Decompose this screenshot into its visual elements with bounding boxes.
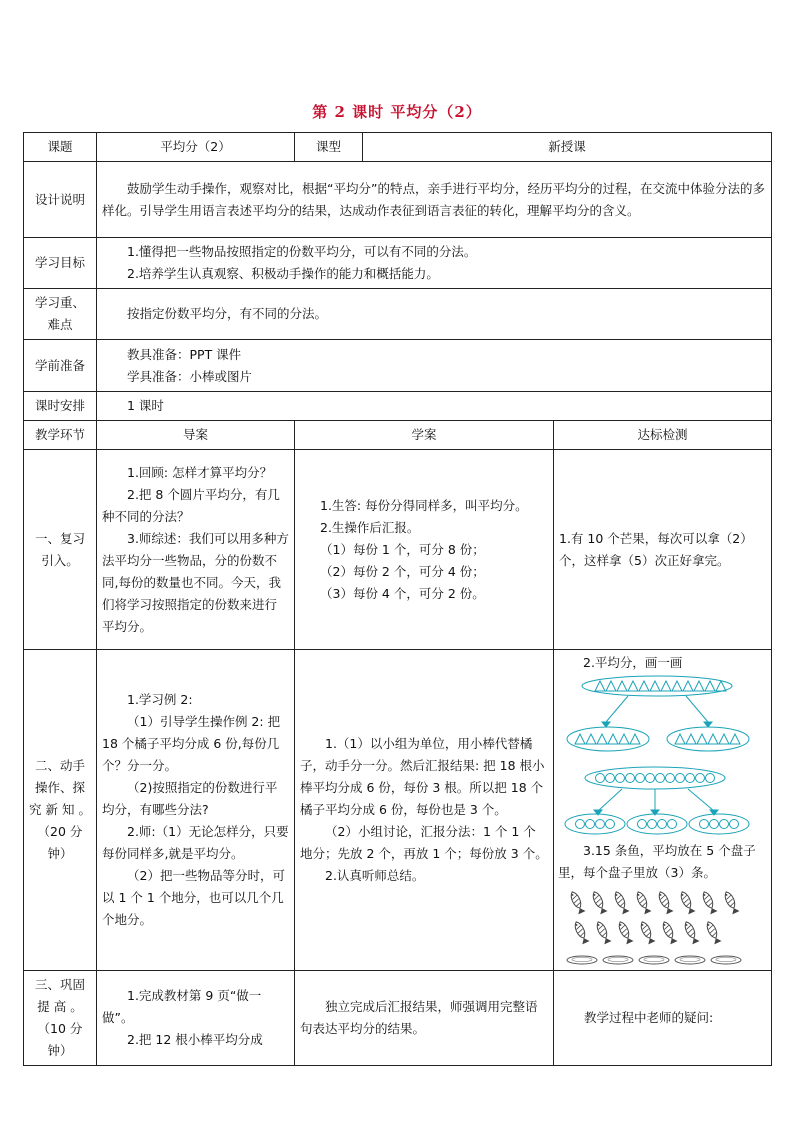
section-3-study (295, 971, 554, 1066)
check-text: 3.15 条鱼，平均放在 5 个盘子里，每个盘子里放（3）条。 (558, 843, 756, 880)
topic-label: 课题 (24, 133, 97, 162)
prep-item: 教具准备：PPT 课件 (127, 346, 242, 362)
study-text: 独立完成后汇报结果，师强调用完整语句表达平均分的结果。 (300, 999, 538, 1036)
section-1-label-line: 引入。 (41, 552, 79, 568)
division-diagram (558, 674, 766, 836)
row-section-3 (24, 971, 772, 1066)
topic-value: 平均分（2） (97, 133, 295, 162)
lesson-type-label: 课型 (295, 133, 363, 162)
guide-line: （1）引导学生操作例 2: 把 18 个橘子平均分成 6 份,每份几个？分一分。 (102, 714, 281, 773)
guide-line: 3.师综述：我们可以用多种方法平均分一些物品，分的份数不同,每份的数量也不同。今天，我们将学习按照指定的份数来进行平均分。 (102, 530, 289, 634)
guide-line: 2.把 8 个圆片平均分，有几种不同的分法？ (102, 486, 280, 524)
section-3-label-line: 提 高 。 (37, 999, 83, 1014)
triangles-right (675, 734, 740, 744)
time-cell (97, 392, 772, 421)
section-3-check (554, 971, 772, 1066)
section-1-label-line: 一、复习 (34, 530, 85, 546)
design-label: 设计说明 (24, 162, 97, 238)
section-2-label-line: （20 分钟） (37, 824, 83, 861)
guide-line: （2）把一些物品等分时，可以 1 个 1 个地分，也可以几个几个地分。 (102, 868, 285, 927)
section-3-label-line: （10 分钟） (37, 1021, 83, 1058)
prep-label: 学前准备 (24, 340, 97, 392)
header-guide: 导案 (97, 421, 295, 450)
section-2-study (295, 650, 554, 971)
fish-plates-illustration (558, 884, 766, 968)
section-3-label-line: 三、巩固 (34, 977, 85, 992)
prep-item: 学具准备：小棒或图片 (127, 368, 253, 384)
row-section-1 (24, 450, 772, 650)
time-label: 课时安排 (24, 392, 97, 421)
study-line: 1.（1）以小组为单位，用小棒代替橘子，动手分一分。然后汇报结果: 把 18 根小棒平均分成 6 份，每份 3 根。所以把 18 个橘子平均分成 6 份，每份也是 3 个。 (300, 736, 545, 817)
key-points-cell (97, 289, 772, 340)
study-line: （3）每份 4 个，可分 2 份。 (320, 585, 485, 601)
page-title: 第 2 课时 平均分（2） (312, 103, 482, 121)
section-3-label (24, 971, 97, 1066)
plates-row (567, 956, 741, 964)
fish-row-top (569, 890, 740, 914)
lesson-plan-table (23, 132, 772, 1066)
row-section-2 (24, 650, 772, 971)
circles-middle (596, 774, 715, 783)
left-oval (567, 727, 649, 751)
prep-cell (97, 340, 772, 392)
key-points-label-line: 学习重、 (34, 295, 85, 310)
section-2-label-line: 二、动手 (34, 758, 85, 773)
row-time (24, 392, 772, 421)
row-key-points (24, 289, 772, 340)
guide-line: （2)按照指定的份数进行平均分，有哪些分法? (102, 780, 278, 817)
study-line: （2）每份 2 个，可分 4 份； (320, 563, 485, 579)
fish-row-bottom (573, 920, 722, 944)
right-oval (667, 727, 749, 751)
study-line: （2）小组讨论，汇报分法：1 个 1 个地分；先放 2 个，再放 1 个；每份放 3 个。 (300, 824, 548, 861)
check-text: 1.有 10 个芒果，每次可以拿（2）个，这样拿（5）次正好拿完。 (559, 530, 753, 568)
section-2-label-line: 操作、探 (34, 780, 85, 795)
study-line: 1.生答: 每份分得同样多，叫平均分。 (320, 497, 528, 513)
section-2-check (554, 650, 772, 971)
check-text: 2.平均分，画一画 (583, 655, 683, 670)
section-1-study (295, 450, 554, 650)
guide-line: 1.完成教材第 9 页“做一做”。 (102, 988, 262, 1025)
row-prep (24, 340, 772, 392)
goals-cell (97, 238, 772, 289)
row-design (24, 162, 772, 238)
check-text: 教学过程中老师的疑问: (584, 1010, 714, 1025)
design-text: 鼓励学生动手操作，观察对比，根据“平均分”的特点，亲手进行平均分，经历平均分的过程，在交流中体验分法的多样化。引导学生用语言表述平均分的结果，达成动作表征到语言表征的转化，理解平均分的含义。 (102, 180, 765, 218)
goal-item: 1.懂得把一些物品按照指定的份数平均分，可以有不同的分法。 (127, 244, 477, 259)
section-2-label (24, 650, 97, 971)
row-header (24, 421, 772, 450)
design-text-cell (97, 162, 772, 238)
study-line: （1）每份 1 个，可分 8 份； (320, 541, 485, 557)
guide-line: 1.回顾: 怎样才算平均分？ (127, 464, 273, 480)
section-3-guide (97, 971, 295, 1066)
guide-line: 1.学习例 2: (127, 692, 193, 707)
section-2-label-line: 究 新 知 。 (29, 802, 91, 817)
study-line: 2.认真听师总结。 (325, 868, 425, 883)
key-points-text: 按指定份数平均分，有不同的分法。 (127, 306, 328, 321)
time-value: 1 课时 (127, 398, 164, 413)
guide-line: 2.师:（1）无论怎样分，只要每份同样多,就是平均分。 (102, 824, 289, 861)
header-stage: 教学环节 (24, 421, 97, 450)
key-points-label (24, 289, 97, 340)
lesson-type-value: 新授课 (363, 133, 772, 162)
row-goals (24, 238, 772, 289)
circles-bottom (576, 820, 739, 829)
study-line: 2.生操作后汇报。 (320, 519, 420, 535)
goal-item: 2.培养学生认真观察、积极动手操作的能力和概括能力。 (127, 266, 439, 281)
section-1-label (24, 450, 97, 650)
section-1-check (554, 450, 772, 650)
guide-line: 2.把 12 根小棒平均分成 (127, 1032, 263, 1047)
row-topic (24, 133, 772, 162)
goals-label: 学习目标 (24, 238, 97, 289)
triangles-left (575, 734, 640, 744)
triangles-top (595, 681, 726, 691)
section-1-guide (97, 450, 295, 650)
header-check: 达标检测 (554, 421, 772, 450)
section-2-guide (97, 650, 295, 971)
key-points-label-line: 难点 (47, 317, 73, 332)
header-study: 学案 (295, 421, 554, 450)
